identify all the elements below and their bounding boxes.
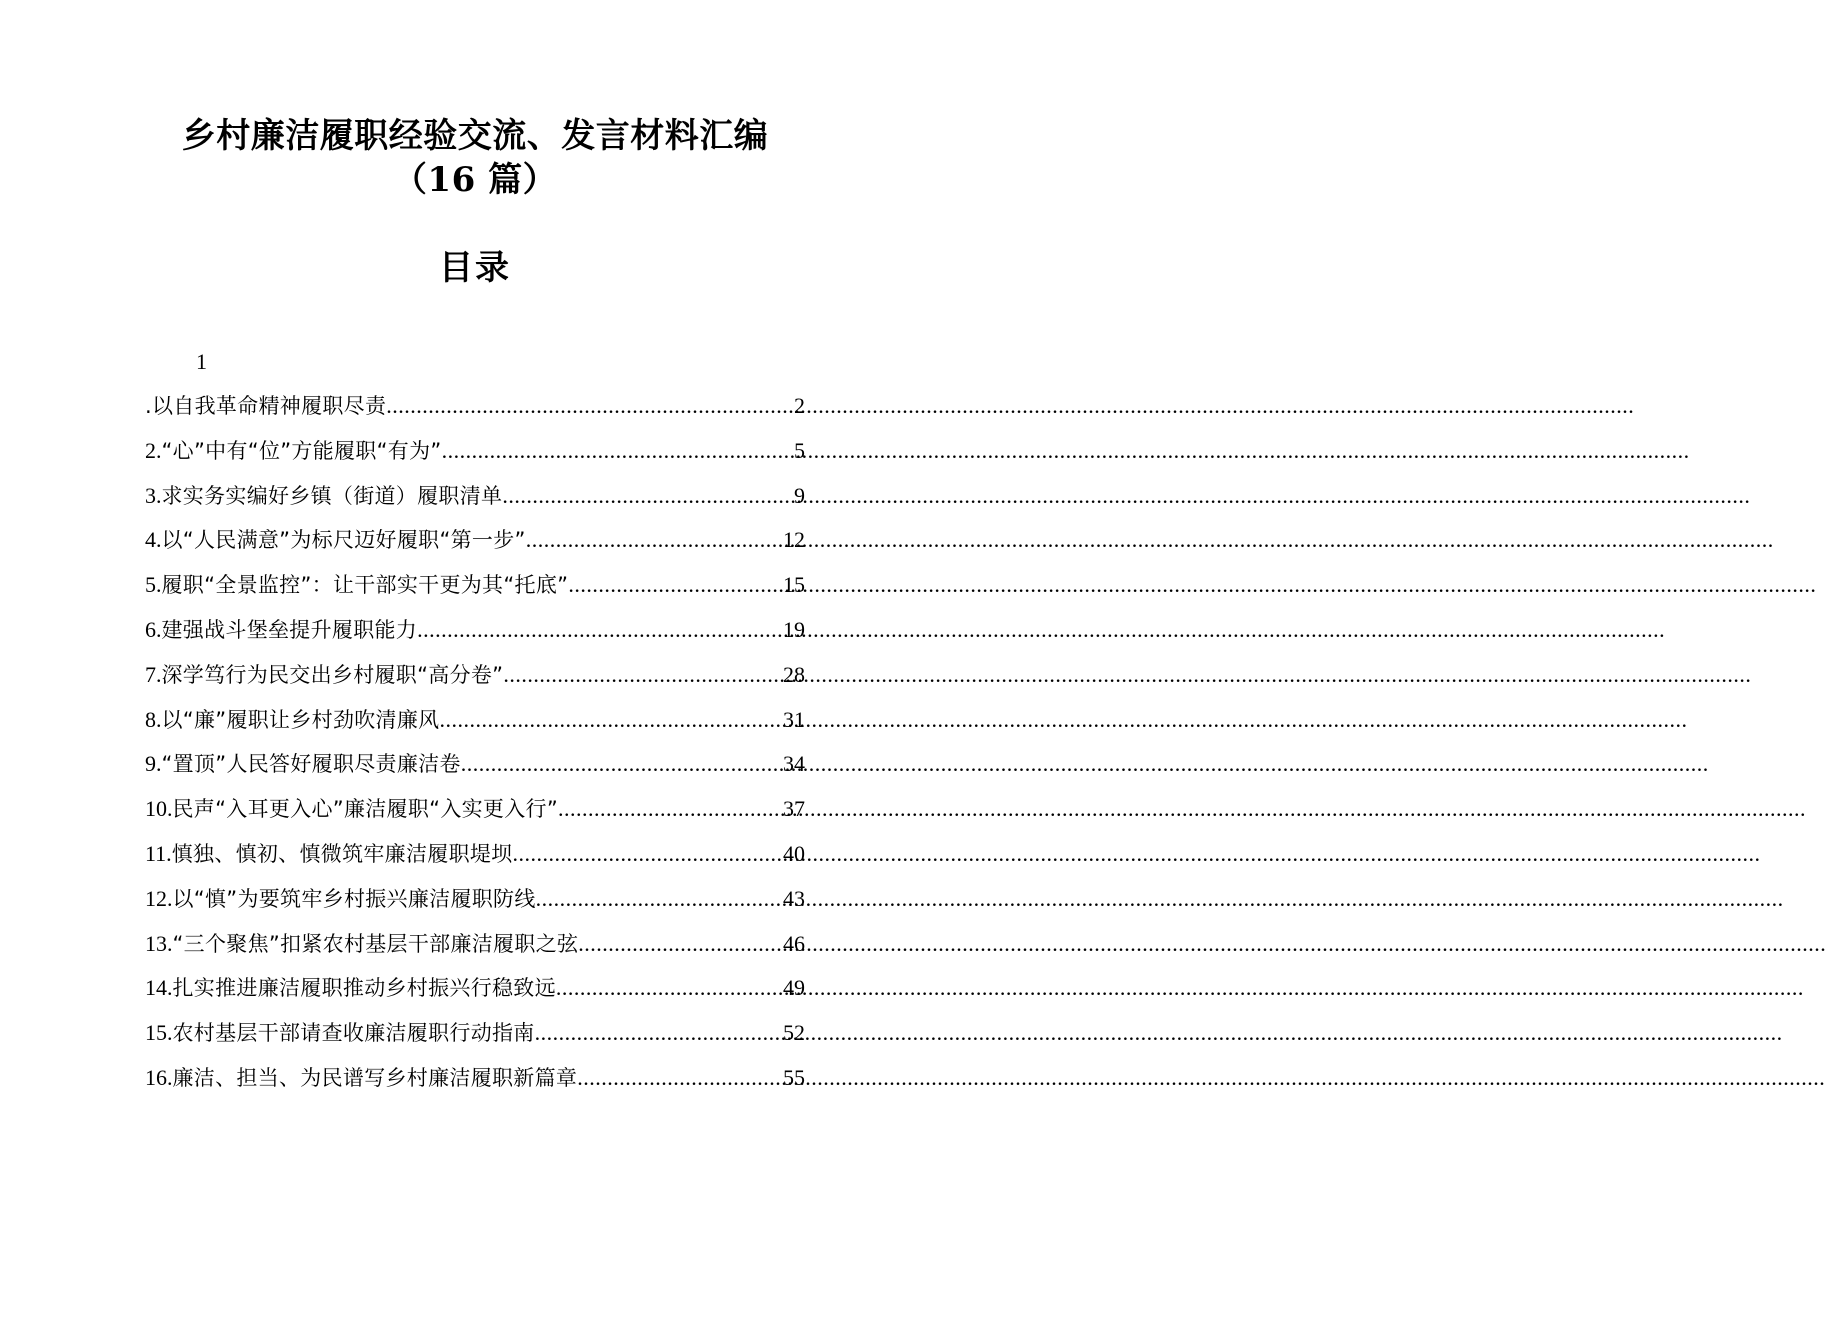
toc-entry-title: 以“廉”履职让乡村劲吹清廉风	[161, 707, 440, 732]
toc-entry-page: 49	[783, 975, 805, 1001]
toc-entry-number: 15.	[145, 1020, 173, 1046]
toc-entry[interactable]	[145, 832, 805, 877]
toc-entry-page: 37	[783, 796, 805, 822]
document-subtitle-count: （16 篇）	[392, 160, 558, 200]
toc-entry[interactable]	[145, 787, 805, 832]
toc-entry-page: 43	[783, 885, 805, 911]
toc-entry[interactable]	[145, 1056, 805, 1101]
toc-dot-leader	[535, 1011, 783, 1056]
toc-entry-title: 扎实推进廉洁履职推动乡村振兴行稳致远	[172, 976, 556, 1001]
toc-entry-title: 廉洁、担当、为民谱写乡村廉洁履职新篇章	[172, 1065, 578, 1090]
toc-entry-title: “三个聚焦”扣紧农村基层干部廉洁履职之弦	[172, 931, 579, 956]
toc-entry-title: 履职“全景监控”：让干部实干更为其“托底”	[161, 573, 569, 598]
toc-entry[interactable]	[145, 966, 805, 1011]
toc-entry-title: 求实务实编好乡镇（街道）履职清单	[161, 483, 503, 508]
toc-entry-title: “心”中有“位”方能履职“有为”	[161, 438, 442, 463]
toc-entry-number: 7.	[145, 661, 162, 687]
toc-dot-leader	[568, 563, 783, 608]
table-of-contents	[145, 384, 805, 1101]
toc-entry-number: 2.	[145, 437, 162, 463]
toc-entry[interactable]	[145, 563, 805, 608]
toc-entry[interactable]	[145, 384, 805, 429]
toc-entry-number: 12.	[145, 885, 173, 911]
toc-first-item-number: 1	[196, 349, 207, 374]
toc-entry-page: 15	[783, 572, 805, 598]
toc-dot-leader	[558, 787, 783, 832]
toc-entry-number: 10.	[145, 796, 173, 822]
toc-entry-number: 11.	[145, 840, 172, 866]
toc-dot-leader	[578, 922, 783, 967]
toc-entry-number: 16.	[145, 1064, 173, 1090]
toc-entry[interactable]	[145, 429, 805, 474]
toc-entry[interactable]	[145, 922, 805, 967]
toc-entry-title: 农村基层干部请查收廉洁履职行动指南	[172, 1021, 535, 1046]
toc-entry-number: 6.	[145, 616, 162, 642]
toc-entry-title: 民声“入耳更入心”廉洁履职“入实更入行”	[172, 797, 559, 822]
toc-entry-number: 9.	[145, 751, 162, 777]
toc-entry[interactable]	[145, 877, 805, 922]
toc-entry-page: 5	[794, 437, 805, 463]
toc-entry-page: 31	[783, 706, 805, 732]
toc-heading: 目录	[439, 248, 511, 288]
toc-dot-leader	[536, 877, 783, 922]
toc-entry[interactable]	[145, 742, 805, 787]
toc-entry-title: “置顶”人民答好履职尽责廉洁卷	[161, 752, 461, 777]
toc-entry-number: 3.	[145, 482, 162, 508]
toc-dot-leader	[386, 384, 794, 429]
toc-entry-number: 13.	[145, 930, 173, 956]
toc-entry[interactable]	[145, 518, 805, 563]
document-title: 乡村廉洁履职经验交流、发言材料汇编	[181, 116, 769, 156]
toc-entry-page: 19	[783, 616, 805, 642]
toc-entry-page: 2	[794, 393, 805, 418]
toc-dot-leader	[442, 429, 794, 474]
toc-entry[interactable]	[145, 474, 805, 519]
toc-dot-leader	[439, 698, 783, 743]
toc-entry-number: 5.	[145, 572, 162, 598]
toc-entry-title: .以自我革命精神履职尽责	[145, 394, 387, 418]
toc-dot-leader	[513, 832, 784, 877]
toc-entry-page: 40	[783, 840, 805, 866]
toc-entry[interactable]	[145, 608, 805, 653]
toc-entry-page: 34	[783, 751, 805, 777]
toc-dot-leader	[556, 966, 783, 1011]
toc-dot-leader	[461, 742, 783, 787]
toc-entry-number: 4.	[145, 527, 162, 553]
toc-entry-page: 52	[783, 1020, 805, 1046]
toc-dot-leader	[502, 474, 794, 519]
toc-entry-page: 28	[783, 661, 805, 687]
toc-entry[interactable]	[145, 1011, 805, 1056]
toc-entry-page: 9	[794, 482, 805, 508]
toc-entry-title: 以“人民满意”为标尺迈好履职“第一步”	[161, 528, 526, 553]
toc-entry-page: 55	[783, 1064, 805, 1090]
toc-entry-number: 8.	[145, 706, 162, 732]
toc-dot-leader	[526, 518, 783, 563]
toc-entry[interactable]	[145, 653, 805, 698]
toc-entry-page: 46	[783, 930, 805, 956]
toc-entry-title: 以“慎”为要筑牢乡村振兴廉洁履职防线	[172, 886, 536, 911]
toc-dot-leader	[417, 608, 783, 653]
toc-entry-title: 深学笃行为民交出乡村履职“高分卷”	[161, 662, 504, 687]
toc-entry-number: 14.	[145, 975, 173, 1001]
toc-dot-leader	[577, 1056, 783, 1101]
toc-entry-title: 慎独、慎初、慎微筑牢廉洁履职堤坝	[171, 841, 513, 866]
toc-entry[interactable]	[145, 698, 805, 743]
toc-entry-page: 12	[783, 527, 805, 553]
toc-dot-leader	[503, 653, 783, 698]
toc-entry-title: 建强战斗堡垒提升履职能力	[161, 617, 418, 642]
